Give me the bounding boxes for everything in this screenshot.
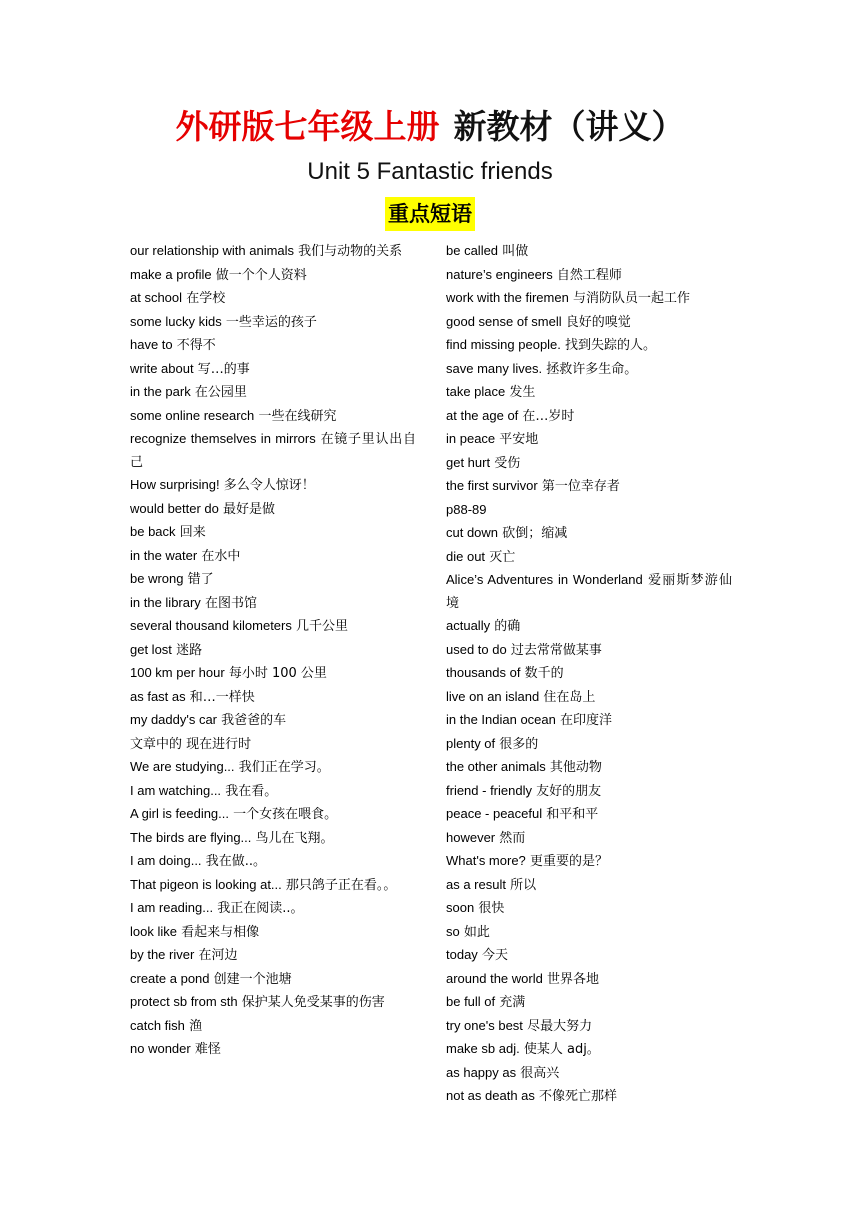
phrase-entry: [446, 1085, 732, 1109]
phrase-entry: [130, 240, 416, 264]
phrase-chinese: 使某人 adj。: [523, 1042, 600, 1057]
phrase-chinese: 良好的嗅觉: [565, 314, 631, 330]
phrase-english: Alice’s Adventures in Wonderland: [446, 572, 643, 587]
phrase-entry: [130, 358, 416, 382]
phrase-chinese: 更重要的是？: [529, 854, 608, 869]
phrase-entry: [130, 968, 416, 992]
phrase-chinese: 在学校: [186, 291, 226, 306]
phrase-entry: [446, 921, 732, 945]
phrase-entry: [446, 1062, 732, 1086]
phrase-entry: [446, 522, 732, 546]
phrase-entry: [130, 991, 416, 1015]
phrase-english: peace - peaceful: [446, 806, 543, 821]
section-heading-wrap: [0, 197, 860, 231]
phrase-english: used to do: [446, 641, 507, 657]
phrase-english: p88-89: [446, 501, 487, 517]
phrase-entry: [446, 240, 732, 264]
phrase-chinese: 平安地: [499, 432, 539, 447]
phrase-list-left: [130, 240, 416, 1062]
phrase-chinese: 的确: [494, 619, 521, 634]
phrase-entry: [446, 850, 732, 874]
phrase-english: get hurt: [446, 454, 491, 470]
phrase-entry: [446, 874, 732, 898]
phrase-chinese: 在…岁时: [522, 408, 575, 424]
phrase-chinese: 自然工程师: [556, 267, 622, 283]
phrase-chinese: 与消防队员一起工作: [572, 291, 690, 306]
phrase-chinese: 一个女孩在喂食。: [233, 807, 338, 822]
phrase-chinese: 看起来与相像: [181, 924, 260, 940]
phrase-english: today: [446, 947, 478, 962]
phrase-english: be wrong: [130, 571, 184, 586]
phrase-entry: [130, 803, 416, 827]
phrase-chinese: 在图书馆: [204, 595, 257, 611]
phrase-english: friend - friendly: [446, 782, 532, 798]
phrase-entry: [130, 662, 416, 686]
phrase-chinese: 其他动物: [549, 760, 602, 775]
phrase-entry: [130, 921, 416, 945]
unit-subtitle: Unit 5 Fantastic friends: [307, 158, 553, 185]
phrase-entry: [130, 381, 416, 405]
phrase-chinese: 我在做..。: [205, 854, 266, 869]
phrase-entry: [130, 615, 416, 639]
phrase-english: work with the firemen: [446, 290, 569, 305]
phrase-entry: [130, 592, 416, 616]
phrase-entry: [130, 1038, 416, 1062]
phrase-chinese: 不得不: [176, 338, 216, 353]
phrase-entry: [130, 545, 416, 569]
phrase-english: not as death as: [446, 1088, 535, 1103]
phrase-english: look like: [130, 923, 177, 939]
phrase-entry: [446, 1038, 732, 1062]
phrase-chinese: 鸟儿在飞翔。: [255, 830, 334, 846]
phrase-chinese: 找到失踪的人。: [565, 338, 657, 353]
phrase-entry: [130, 639, 416, 663]
phrase-chinese: 如此: [463, 924, 490, 940]
phrase-chinese: 做一个个人资料: [215, 267, 307, 283]
phrase-entry: [446, 803, 732, 827]
phrase-chinese: 错了: [187, 572, 214, 587]
phrase-english: as a result: [446, 876, 506, 892]
phrase-english: the other animals: [446, 759, 546, 774]
phrase-english: no wonder: [130, 1041, 191, 1056]
phrase-entry: [446, 334, 732, 358]
phrase-entry: [446, 780, 732, 804]
phrase-chinese: 尽最大努力: [527, 1018, 593, 1034]
phrase-english: We are studying...: [130, 759, 235, 774]
phrase-chinese: 文章中的 现在进行时: [130, 736, 252, 752]
phrase-chinese: 在镜子里认出自己: [130, 432, 416, 470]
phrase-entry: [130, 733, 416, 757]
phrase-entry: [446, 428, 732, 452]
phrase-entry: [130, 334, 416, 358]
phrase-chinese: 砍倒；缩减: [502, 526, 568, 541]
phrase-chinese: 我们与动物的关系: [298, 244, 403, 259]
phrase-entry: [130, 756, 416, 780]
phrase-english: try one's best: [446, 1017, 523, 1033]
phrase-chinese: 过去常常做某事: [510, 642, 602, 658]
section-heading: 重点短语: [385, 197, 475, 231]
phrase-english: protect sb from sth: [130, 994, 238, 1009]
phrase-chinese: 几千公里: [296, 619, 349, 634]
phrase-english: be full of: [446, 994, 496, 1009]
phrase-chinese: 发生: [509, 385, 536, 400]
phrase-chinese: 充满: [499, 995, 526, 1010]
phrase-chinese: 和…一样快: [189, 689, 255, 705]
phrase-entry: [446, 944, 732, 968]
phrase-english: get lost: [130, 641, 172, 657]
phrase-entry: [446, 1015, 732, 1039]
phrase-entry: [446, 264, 732, 288]
phrase-entry: [446, 756, 732, 780]
phrase-chinese: 回来: [179, 525, 206, 540]
phrase-chinese: 友好的朋友: [536, 783, 602, 799]
phrase-entry: [130, 405, 416, 429]
phrase-entry: [446, 991, 732, 1015]
phrase-chinese: 渔: [189, 1018, 203, 1034]
phrase-chinese: 在公园里: [194, 385, 247, 400]
phrase-entry: [130, 568, 416, 592]
phrase-english: in peace: [446, 431, 496, 446]
phrase-entry: [446, 475, 732, 499]
phrase-entry: [130, 264, 416, 288]
phrase-entry: [446, 709, 732, 733]
phrase-chinese: 在河边: [198, 948, 238, 963]
phrase-chinese: 我正在阅读..。: [217, 901, 304, 916]
phrase-chinese: 拯救许多生命。: [546, 361, 638, 377]
phrase-chinese: 第一位幸存者: [541, 479, 620, 494]
phrase-list-right: [446, 240, 732, 1109]
phrase-entry: [446, 546, 732, 570]
phrase-english: would better do: [130, 500, 219, 516]
phrase-english: so: [446, 923, 460, 939]
phrase-entry: [446, 452, 732, 476]
phrase-entry: [446, 639, 732, 663]
phrase-chinese: 爱丽斯梦游仙境: [446, 573, 732, 611]
phrase-english: take place: [446, 384, 506, 399]
phrase-english: in the Indian ocean: [446, 712, 556, 727]
phrase-english: the first survivor: [446, 478, 538, 493]
phrase-english: be back: [130, 524, 176, 539]
phrase-chinese: 数千的: [524, 666, 564, 681]
phrase-english: our relationship with animals: [130, 243, 295, 258]
phrase-english: have to: [130, 337, 173, 352]
phrase-chinese: 受伤: [494, 455, 521, 471]
phrase-english: good sense of smell: [446, 313, 562, 329]
phrase-chinese: 今天: [481, 948, 508, 963]
phrase-english: A girl is feeding...: [130, 806, 229, 821]
phrase-chinese: 难怪: [194, 1042, 221, 1057]
phrase-chinese: 很高兴: [520, 1065, 560, 1081]
phrase-english: make sb adj.: [446, 1041, 520, 1056]
phrase-chinese: 一些在线研究: [258, 408, 337, 424]
phrase-english: live on an island: [446, 688, 540, 704]
title-black-part: 新教材（讲义）: [453, 107, 685, 146]
phrase-entry: [446, 827, 732, 851]
phrase-chinese: 和平和平: [546, 807, 599, 822]
phrase-entry: [446, 287, 732, 311]
phrase-english: find missing people.: [446, 337, 561, 352]
phrase-entry: [130, 709, 416, 733]
phrase-english: at the age of: [446, 407, 519, 423]
phrase-entry: [130, 897, 416, 921]
phrase-chinese: 在水中: [201, 548, 241, 564]
phrase-english: several thousand kilometers: [130, 618, 292, 633]
phrase-entry: [446, 686, 732, 710]
phrase-chinese: 创建一个池塘: [213, 971, 292, 987]
phrase-english: make a profile: [130, 266, 212, 282]
phrase-chinese: 所以: [510, 877, 537, 893]
phrase-english: thousands of: [446, 665, 521, 680]
phrase-chinese: 我们正在学习。: [238, 760, 330, 775]
phrase-chinese: 迷路: [176, 642, 203, 658]
phrase-entry: [446, 733, 732, 757]
phrase-english: as fast as: [130, 688, 186, 704]
phrase-entry: [130, 474, 416, 498]
phrase-english: in the park: [130, 384, 191, 399]
phrase-chinese: 很快: [478, 901, 505, 916]
phrase-chinese: 每小时 100 公里: [228, 666, 327, 681]
phrase-chinese: 不像死亡那样: [539, 1089, 618, 1104]
phrase-entry: [130, 850, 416, 874]
phrase-entry: [130, 311, 416, 335]
phrase-english: I am doing...: [130, 853, 202, 868]
phrase-entry: [446, 968, 732, 992]
phrase-english: however: [446, 829, 496, 845]
phrase-english: save many lives.: [446, 360, 543, 376]
phrase-english: as happy as: [446, 1064, 517, 1080]
phrase-english: around the world: [446, 970, 543, 986]
phrase-english: soon: [446, 900, 475, 915]
phrase-entry: [130, 874, 416, 898]
phrase-chinese: 保护某人免受某事的伤害: [241, 995, 385, 1010]
phrase-english: some lucky kids: [130, 313, 222, 329]
phrase-english: be called: [446, 243, 499, 258]
phrase-english: cut down: [446, 525, 499, 540]
phrase-chinese: 多么令人惊讶！: [223, 478, 315, 493]
phrase-english: in the library: [130, 594, 201, 610]
phrase-english: That pigeon is looking at...: [130, 876, 282, 892]
phrase-chinese: 很多的: [499, 736, 539, 752]
phrase-entry: [130, 780, 416, 804]
phrase-english: some online research: [130, 407, 255, 423]
phrase-entry: [130, 287, 416, 311]
phrase-entry: [446, 569, 732, 615]
phrase-english: I am watching...: [130, 782, 222, 798]
phrase-english: write about: [130, 360, 194, 376]
phrase-entry: [130, 428, 416, 474]
phrase-english: catch fish: [130, 1017, 185, 1033]
phrase-english: by the river: [130, 947, 195, 962]
title-red-part: 外研版七年级上册: [175, 107, 440, 146]
page-title: [0, 104, 860, 150]
phrase-english: create a pond: [130, 970, 210, 986]
phrase-english: 100 km per hour: [130, 665, 225, 680]
phrase-entry: [446, 897, 732, 921]
phrase-chinese: 在印度洋: [560, 713, 613, 728]
phrase-entry: [446, 358, 732, 382]
phrase-entry: [446, 311, 732, 335]
phrase-english: in the water: [130, 547, 198, 563]
phrase-english: my daddy's car: [130, 712, 218, 727]
phrase-chinese: 然而: [499, 830, 526, 846]
phrase-chinese: 一些幸运的孩子: [225, 314, 317, 330]
phrase-english: die out: [446, 548, 486, 564]
phrase-chinese: 住在岛上: [543, 689, 596, 705]
phrase-entry: [446, 499, 732, 523]
phrase-english: actually: [446, 618, 491, 633]
phrase-english: How surprising!: [130, 477, 220, 492]
phrase-entry: [446, 381, 732, 405]
phrase-chinese: 那只鸽子正在看。。: [285, 877, 397, 893]
phrase-english: recognize themselves in mirrors: [130, 431, 316, 446]
phrase-entry: [130, 521, 416, 545]
phrase-english: at school: [130, 290, 183, 305]
phrase-english: The birds are flying...: [130, 829, 252, 845]
phrase-entry: [130, 827, 416, 851]
phrase-chinese: 灭亡: [489, 549, 516, 565]
phrase-english: What's more?: [446, 853, 526, 868]
phrase-english: plenty of: [446, 735, 496, 751]
phrase-entry: [446, 405, 732, 429]
phrase-chinese: 我爸爸的车: [221, 713, 287, 728]
phrase-entry: [130, 1015, 416, 1039]
phrase-entry: [446, 662, 732, 686]
phrase-entry: [446, 615, 732, 639]
phrase-chinese: 世界各地: [546, 971, 599, 987]
phrase-chinese: 最好是做: [223, 501, 276, 517]
phrase-chinese: 写…的事: [197, 361, 250, 377]
phrase-entry: [130, 498, 416, 522]
phrase-english: I am reading...: [130, 900, 214, 915]
phrase-chinese: 我在看。: [225, 783, 278, 799]
phrase-entry: [130, 686, 416, 710]
phrase-chinese: 叫做: [502, 244, 529, 259]
phrase-english: nature’s engineers: [446, 266, 553, 282]
phrase-entry: [130, 944, 416, 968]
